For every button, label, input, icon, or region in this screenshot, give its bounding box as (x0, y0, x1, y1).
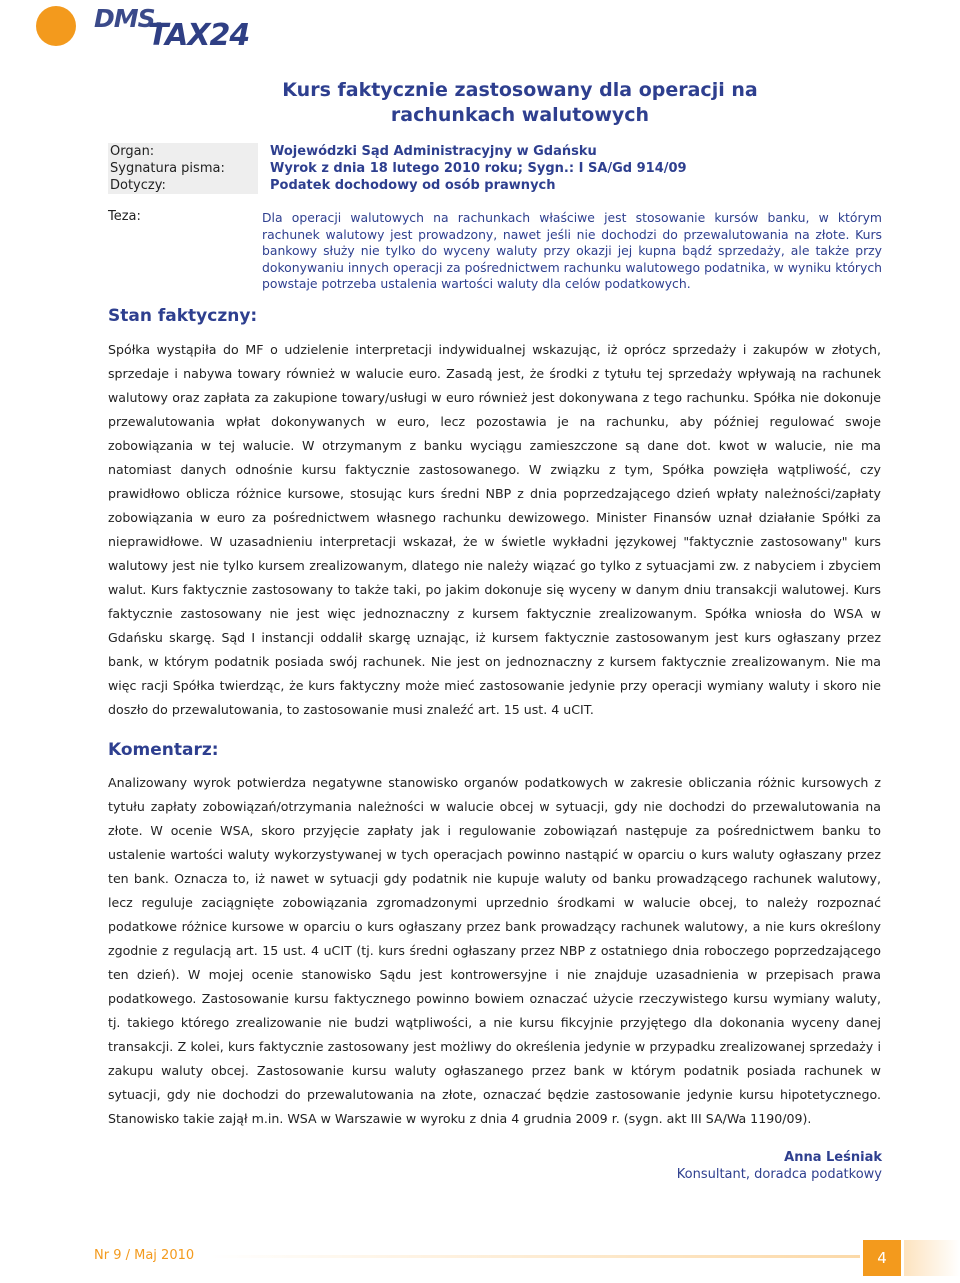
dms-tax24-logo (36, 4, 276, 53)
author-name: Anna Leśniak (784, 1150, 882, 1165)
logo-text-tax24: TAX24 (148, 18, 250, 53)
stan-faktyczny-heading: Stan faktyczny: (108, 306, 258, 326)
teza-text: Dla operacji walutowych na rachunkach właściwe jest stosowanie kursów banku, w którym rachunek walutowy jest prowadzony, nawet jeśli nie dochodzi do przewalutowania na złote. Kurs bankowy służy nie tylko do wyceny waluty przy okazji jej kupna bądź sprzedaży, ale także przy dokonywaniu innych operacji za pośrednictwem rachunku walutowego podatnika, w wyniku których powstaje potrzeba ustalenia wartości waluty dla celów podatkowych. (262, 210, 882, 291)
logo-text-dms: DMS. (94, 4, 164, 33)
komentarz-heading: Komentarz: (108, 740, 219, 760)
logo-orange-circle-icon (36, 6, 76, 46)
organ-label: Organ: (108, 143, 258, 160)
article-title: Kurs faktycznie zastosowany dla operacji na rachunkach walutowych (282, 79, 758, 126)
sygnatura-value: Wyrok z dnia 18 lutego 2010 roku; Sygn.: I SA/Gd 914/09 (270, 161, 687, 176)
teza-label: Teza: (108, 209, 141, 224)
dotyczy-label: Dotyczy: (108, 177, 258, 194)
stan-faktyczny-text: Spółka wystąpiła do MF o udzielenie interpretacji indywidualnej wskazując, iż oprócz sprzedaży i zakupów w złotych, sprzedaje i nabywa towary również w walucie euro. Zasadą jest, że środki z tytułu tej sprzedaży wpływają na rachunek walutowy oraz zapłata za zakupione towary/usługi w euro również jest dokonywana z tego rachunku. Spółka nie dokonuje przewalutowania wpłat dokonywanych w euro, lecz pozostawia je na rachunku, aby później regulować swoje zobowiązania w tej walucie. W otrzymanym z banku wyciągu zamieszczone są dane dot. kwot w walucie, nie ma natomiast danych odnośnie kursu faktycznie zastosowanego. W związku z tym, Spółka powzięła wątpliwość, czy prawidłowo oblicza różnice kursowe, stosując kurs średni NBP z dnia poprzedzającego dzień wpłaty należności/zapłaty zobowiązania w euro za pośrednictwem własnego rachunku dewizowego. Minister Finansów uznał działanie Spółki za nieprawidłowe. W uzasadnieniu interpretacji wskazał, że w świetle wykładni językowej "faktycznie zastosowany" kurs walutowy jest nie tylko kursem zrealizowanym, dlatego nie należy wiązać go tylko z sytuacjami zw. z nabyciem i zbyciem walut. Kurs faktycznie zastosowany to także taki, po jakim dokonuje się wyceny w danym dniu transakcji walutowej. Kurs faktycznie zastosowany nie jest więc jednoznaczny z kursem faktycznie zrealizowanym. Spółka wniosła do WSA w Gdańsku skargę. Sąd I instancji oddalił skargę uznając, iż kursem faktycznie zastosowanym jest kurs ogłaszany przez bank, w którym podatnik posiada swój rachunek. Nie jest on jednoznaczny z kursem faktycznie zrealizowanym. Nie ma więc racji Spółka twierdząc, że kurs faktyczny może mieć zastosowanie jedynie przy operacji wymiany waluty i skoro nie doszło do przewalutowania, to zastosowanie musi znaleźć art. 15 ust. 4 uCIT. (108, 342, 881, 717)
page-number: 4 (863, 1240, 901, 1276)
footer-issue: Nr 9 / Maj 2010 (94, 1248, 195, 1263)
author-role: Konsultant, doradca podatkowy (676, 1167, 882, 1182)
page-badge-gradient (904, 1240, 960, 1276)
komentarz-text: Analizowany wyrok potwierdza negatywne stanowisko organów podatkowych w zakresie obliczania różnic kursowych z tytułu zapłaty zobowiązań/otrzymania należności w walucie obcej w sytuacji, gdy nie dochodzi do przewalutowania na złote. W ocenie WSA, skoro przyjęcie zapłaty jak i regulowanie zobowiązań następuje za pośrednictwem banku to ustalenie wartości waluty wykorzystywanej w tych operacjach powinno nastąpić w oparciu o kurs waluty ogłaszany przez ten bank. Oznacza to, iż nawet w sytuacji gdy podatnik nie kupuje waluty od banku prowadzącego rachunek walutowy, lecz reguluje zaciągnięte zobowiązania zgromadzonymi uprzednio środkami w walucie obcej, to należy rozpoznać podatkowe różnice kursowe w oparciu o kurs ogłaszany przez bank prowadzący rachunek walutowy, a nie kurs określony zgodnie z regulacją art. 15 ust. 4 uCIT (tj. kurs średni ogłaszany przez NBP z ostatniego dnia roboczego poprzedzającego ten dzień). W mojej ocenie stanowisko Sądu jest kontrowersyjne i nie znajduje uzasadnienia w przepisach prawa podatkowego. Zastosowanie kursu faktycznego powinno bowiem oznaczać użycie rzeczywistego kursu wymiany waluty, tj. takiego którego zrealizowanie nie budzi wątpliwości, a nie kursu fikcyjnie przyjętego dla dokonania wyceny danej transakcji. Z kolei, kurs faktycznie zastosowany jest możliwy do określenia jedynie w przypadku zrealizowanej sprzedaży i zakupu waluty obcej. Zastosowanie kursu waluty ogłaszanego przez bank w którym podatnik posiada rachunek w sytuacji, gdy nie dochodzi do przewalutowania na złote, oznaczać będzie zastosowanie jedynie kursu hipotetycznego. Stanowisko takie zajął m.in. WSA w Warszawie w wyroku z dnia 4 grudnia 2009 r. (sygn. akt III SA/Wa 1190/09). (108, 775, 881, 1126)
footer-divider (210, 1255, 860, 1258)
organ-value: Wojewódzki Sąd Administracyjny w Gdańsku (270, 144, 597, 159)
sygnatura-label: Sygnatura pisma: (108, 160, 258, 177)
dotyczy-value: Podatek dochodowy od osób prawnych (270, 178, 556, 193)
